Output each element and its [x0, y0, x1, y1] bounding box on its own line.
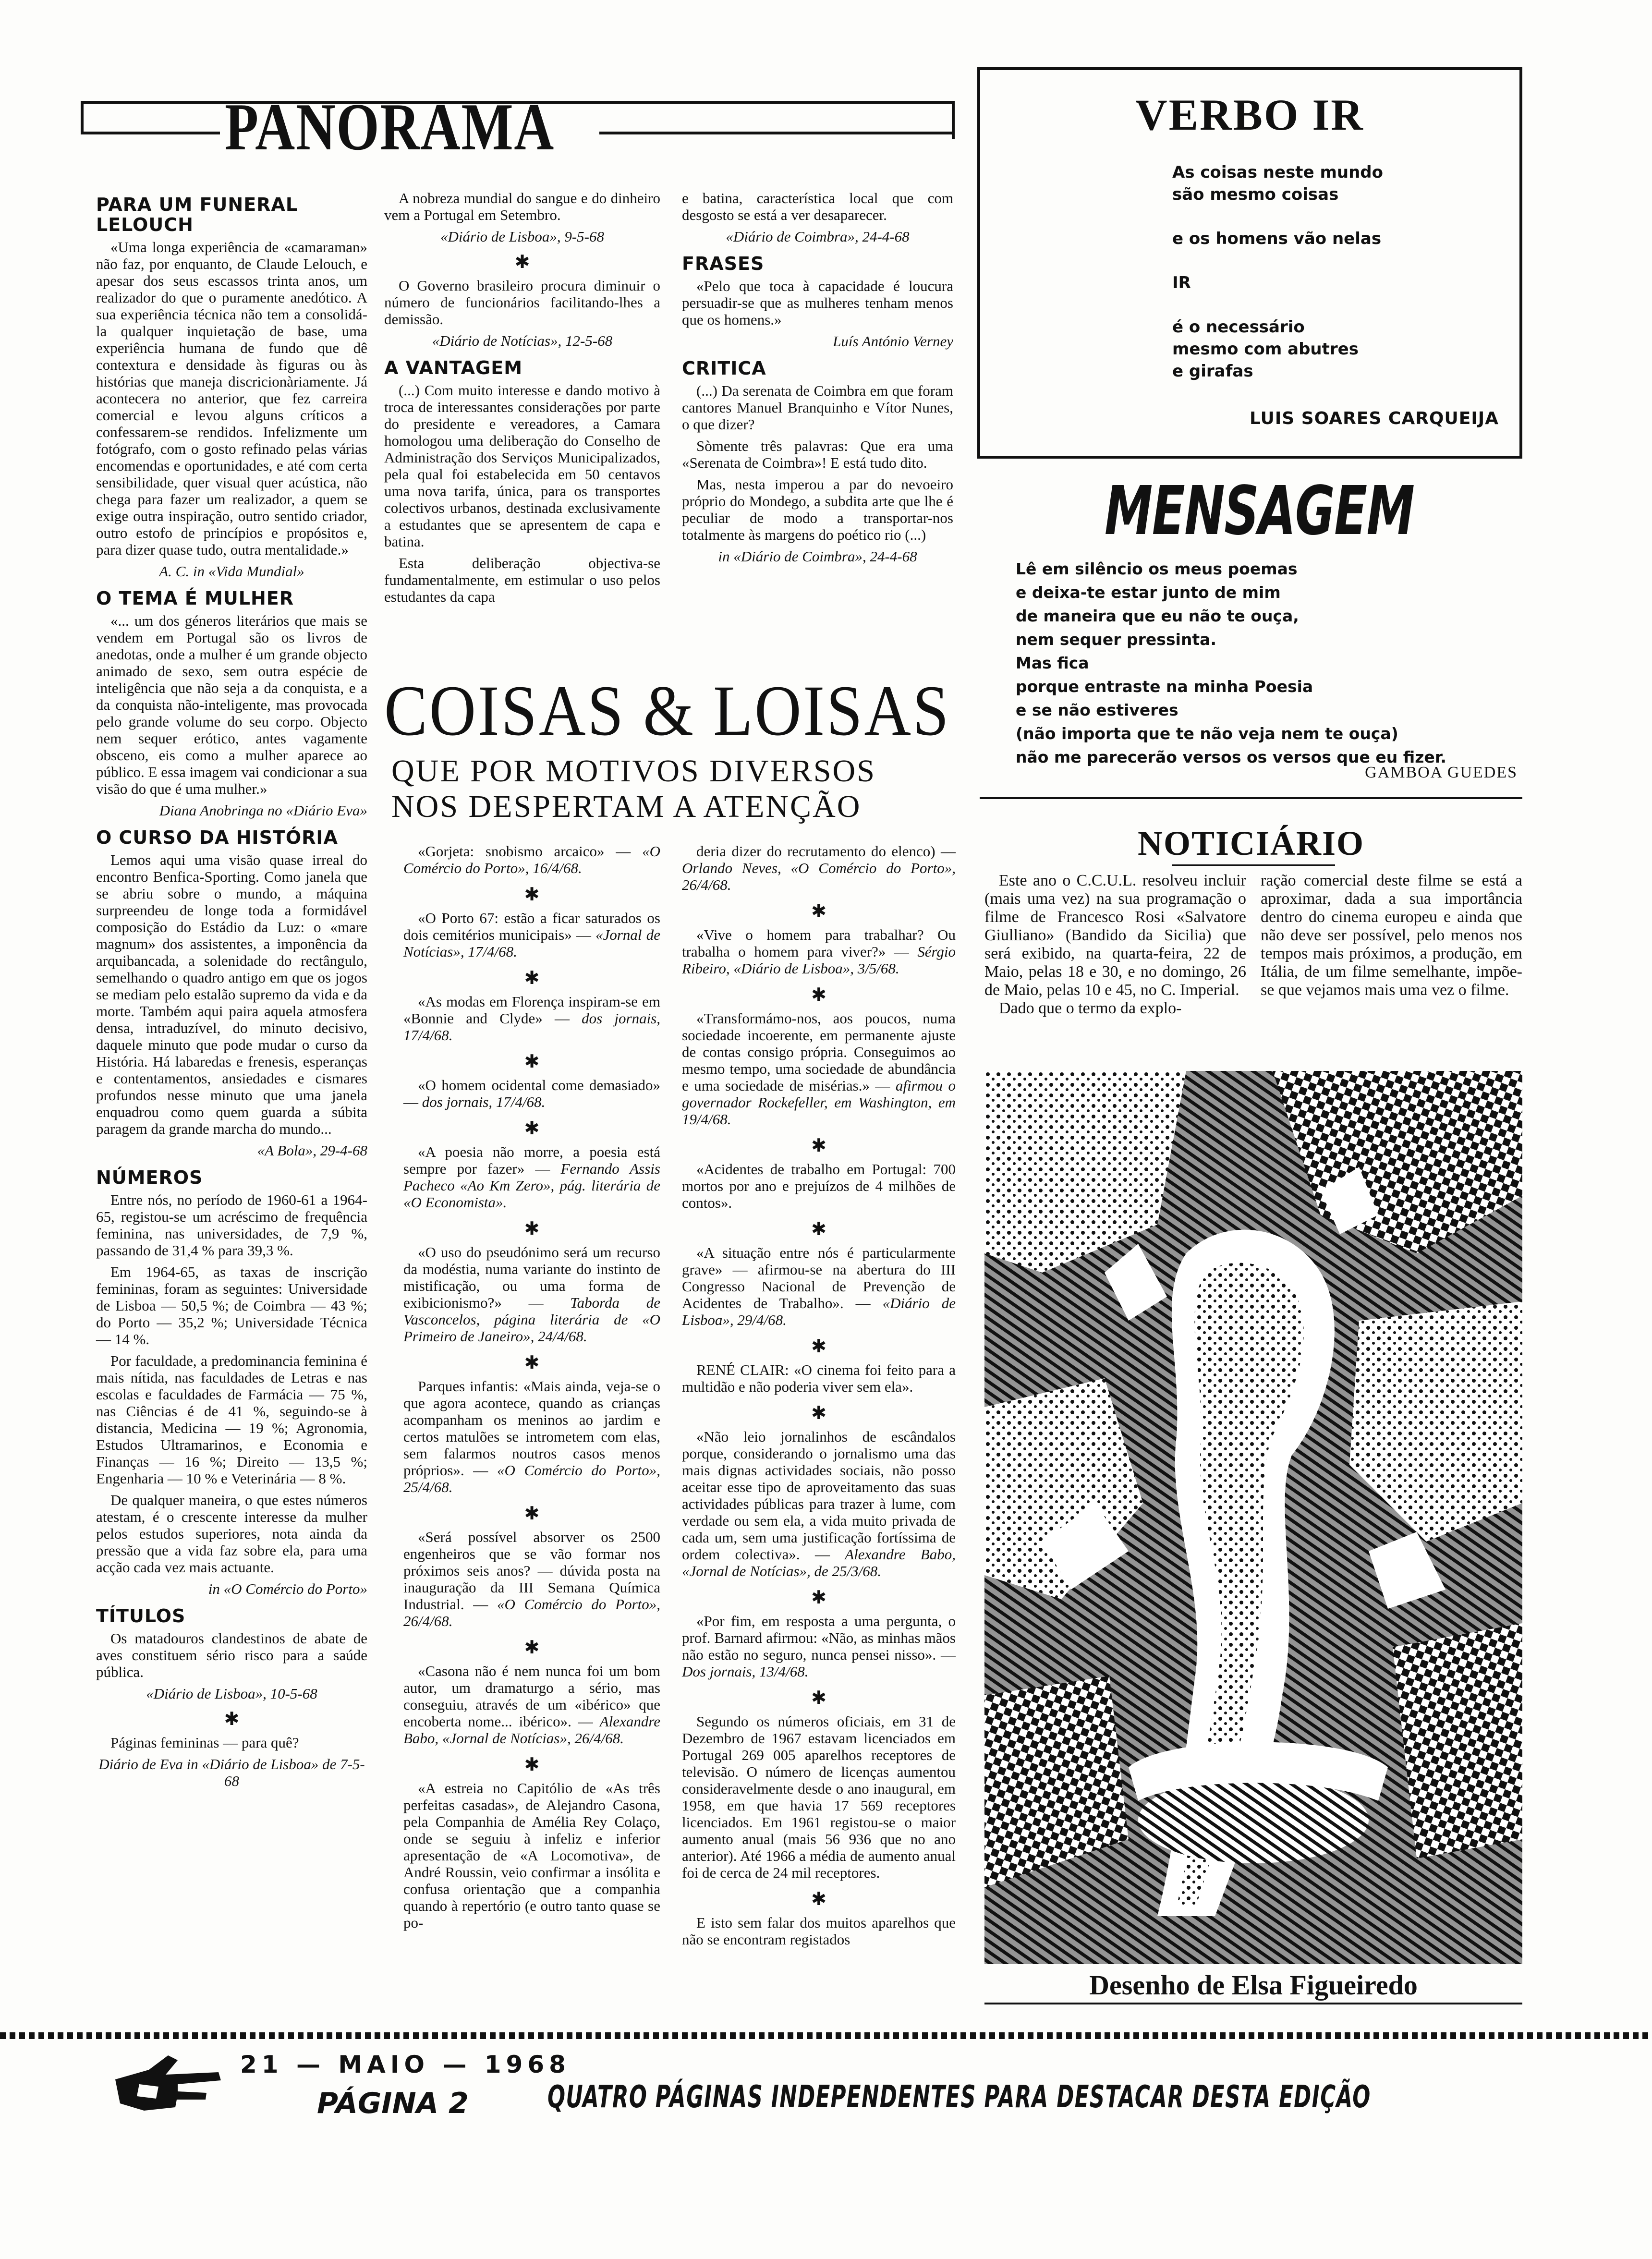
star-separator: ✱ — [524, 967, 540, 988]
article-source-numeros: in «O Comércio do Porto» — [208, 1580, 367, 1597]
star-separator: ✱ — [811, 1218, 826, 1239]
coisas-title: COISAS & LOISAS — [384, 671, 951, 751]
quote-item — [682, 1613, 956, 1680]
star-separator: ✱ — [811, 1888, 826, 1909]
article-body-funeral: «Uma longa experiência de «camaraman» não faz, por enquanto, de Claude Lelouch, e apesar dos seus escassos trinta anos, um realizador do que o puramente anedótico. A sua experiência técnica não tem a consolidá-la qualquer inquietação de base, uma experiência humana de fundo que dê contextura e densidade às figuras ou às histórias que maneja discricionàriamente. Já acontecera no anterior, que fez carreira comercial e levou alguns críticos a confessarem-se rendidos. Infelizmente um fotógrafo, com o gosto refinado pelas várias encomendas e oportunidades, e até com certa sensibilidade, quer visual quer acústica, não chega para fazer um realizador, a quem se exige outra inspiração, outro sentido criador, outro estofo de princípios e propósitos e, para dizer quase tudo, outra mentalidade.» — [96, 239, 367, 558]
article-source-titulos-2: Diário de Eva in «Diário de Lisboa» de 7-5-68 — [98, 1756, 365, 1789]
section-heading-titulos: TÍTULOS — [96, 1605, 186, 1627]
quote-item — [682, 1713, 956, 1881]
star-separator: ✱ — [524, 1503, 540, 1524]
quote-text: deria dizer do recrutamento do elenco) — — [696, 843, 956, 860]
quote-text: E isto sem falar dos muitos aparelhos que não se encontram registados — [682, 1914, 956, 1948]
panorama-column-1 — [96, 190, 367, 1798]
quote-item — [682, 926, 956, 977]
quote-item — [403, 1378, 660, 1495]
star-separator: ✱ — [524, 1352, 540, 1373]
footer-border — [0, 2032, 1652, 2039]
poem-line: e girafas — [1172, 362, 1253, 381]
mensagem-title: MENSAGEM — [1105, 472, 1414, 550]
poem-line: e deixa-te estar junto de mim — [1016, 583, 1281, 602]
poem-line: e se não estiveres — [1016, 701, 1178, 719]
poem-line: porque entraste na minha Poesia — [1016, 677, 1313, 696]
panorama-title: PANORAMA — [225, 90, 555, 164]
noticiario-column-1 — [984, 872, 1246, 1022]
star-separator: ✱ — [811, 1587, 826, 1608]
article-body-titulos-2: Páginas femininas — para quê? — [110, 1734, 299, 1751]
quote-text: Segundo os números oficiais, em 31 de Dezembro de 1967 estavam licenciados em Portugal 269 005 aparelhos receptores de televisão. O número de licenças aumentou consideravelmente desde o ano inaugural, em 1958, em que havia 17 569 receptores licenciados. Em 1961 registou-se o maior aumento anual (mais 56 936 que no ano anterior). Até 1966 a média de aumento anual foi de cerca de 24 mil receptores. — [682, 1713, 956, 1881]
quote-citation: «O Comércio do Porto», 26/4/68. — [403, 1596, 661, 1629]
article-source-governo: «Diário de Notícias», 12-5-68 — [432, 332, 613, 349]
quote-text: Parques infantis: «Mais ainda, veja-se o que agora acontece, quando as crianças acompanham os meninos ao jardim e certos matulões se intrometem com elas, sem falarmos noutros casos menos próprios». — — [403, 1378, 660, 1479]
section-heading-historia: O CURSO DA HISTÓRIA — [96, 827, 338, 848]
quote-citation: Taborda de Vasconcelos, página literária de «O Primeiro de Janeiro», 24/4/68. — [403, 1294, 660, 1345]
article-body-titulos: Os matadouros clandestinos de abate de aves constituem sério risco para a saúde pública. — [96, 1630, 367, 1680]
article-body-numeros-1: Entre nós, no período de 1960-61 a 1964-65, registou-se um acréscimo de frequência feminina, nas universidades, de 7,9 %, passando de 31,4 % para 39,3 %. — [96, 1191, 367, 1259]
footer-date: 21 — MAIO — 1968 — [240, 2051, 571, 2078]
star-separator: ✱ — [811, 900, 826, 922]
quote-citation: Orlando Neves, «O Comércio do Porto», 26/4/68. — [682, 860, 956, 893]
noticiario-body-1b: Dado que o termo da explo- — [999, 999, 1182, 1017]
divider-rule — [980, 797, 1522, 799]
quote-text: «Gorjeta: snobismo arcaico» — — [418, 843, 643, 860]
poem-line: e os homens vão nelas — [1172, 229, 1382, 248]
mensagem-author: GAMBOA GUEDES — [1365, 764, 1518, 781]
article-source-batina: «Diário de Coimbra», 24-4-68 — [726, 228, 910, 245]
quote-text: «Será possível absorver os 2500 engenheiros que se vão formar nos próximos seis anos? — dúvida posta na inauguração da III Semana Química Industrial. — — [403, 1529, 660, 1613]
star-separator: ✱ — [524, 1637, 540, 1658]
quote-item — [682, 1361, 956, 1395]
star-separator: ✱ — [524, 1218, 540, 1239]
poem-line: de maneira que eu não te ouça, — [1016, 607, 1299, 625]
poem-line: mesmo com abutres — [1172, 340, 1359, 359]
quote-item — [682, 1428, 956, 1579]
quote-citation: Sérgio Ribeiro, «Diário de Lisboa», 3/5/68. — [682, 943, 956, 977]
quote-text: «O homem ocidental come demasiado» — — [403, 1077, 660, 1110]
noticiario-column-2 — [1261, 872, 1522, 999]
article-body-numeros-2: Em 1964-65, as taxas de inscrição femininas, foram as seguintes: Universidade de Lisboa — 50,5 %; de Coimbra — 43 %; do Porto — 35,2 %; Universidade Técnica — 14 %. — [96, 1263, 367, 1348]
quote-text: «A estreia no Capitólio de «As três perfeitas casadas», de Alejandro Casona, pela Companhia de Amélia Rey Colaço, onde se seguiu à infeliz e inferior apresentação de «A Locomotiva», de André Roussin, veio confirmar a insólita e confusa orientação que a companhia quando à repertório (e outro tanto quase se po- — [403, 1780, 660, 1931]
article-source-mulher: Diana Anobringa no «Diário Eva» — [159, 802, 367, 819]
verbo-ir-poem — [1172, 161, 1508, 382]
article-source-nobreza: «Diário de Lisboa», 9-5-68 — [440, 228, 604, 245]
quote-item — [403, 843, 660, 876]
poem-line: não me parecerão versos os versos que eu fizer. — [1016, 748, 1446, 766]
quote-citation: «O Comércio do Porto», 25/4/68. — [403, 1462, 660, 1495]
quote-citation: dos jornais, 17/4/68. — [422, 1093, 546, 1110]
quote-text: «Casona não é nem nunca foi um bom autor, um dramaturgo a sério, mas conseguiu, através de um «ibérico» que encobertа nome... ibérico». — — [403, 1663, 660, 1730]
quote-text: «Por fim, em resposta a uma pergunta, o prof. Barnard afirmou: «Não, as minhas mãos não estão no seguro, nunca pensei nisso». — — [682, 1613, 956, 1663]
article-body-historia: Lemos aqui uma visão quase irreal do encontro Benfica-Sporting. Como janela que se abriu sobre o mundo, a máquina surpreendeu de longe toda a formidável composição do Estádio da Luz: o «mare magnum» dos assistentes, a imponência da arquibancada, a solenidade do rectângulo, semelhando o quadro antigo em que os jogos se mediam pelo estalão supremo da vida e da morte. Também aqui paira aquela atmosfera densa, intraduzível, do minuto decisivo, daquele minuto que pode mudar o curso da História. Há labaredas e frenesis, esperanças e contentamentos, ansiedades e cismares profundos nesse minuto que uma janela enquadrou como quem guarda a súbita paragem da grande marcha do mundo... — [96, 851, 367, 1137]
quote-item — [682, 1244, 956, 1328]
verbo-ir-box — [977, 67, 1522, 459]
quote-item — [403, 1077, 660, 1110]
article-body-vantagem-2: Esta deliberação objectiva-se fundamentalmente, em estimular o uso pelos estudantes da capa — [384, 555, 660, 605]
article-body-critica: (...) Da serenata de Coimbra em que foram cantores Manuel Branquinho e Vítor Nunes, o que dizer? — [682, 382, 953, 433]
quote-citation: «Jornal de Notícias», 17/4/68. — [403, 926, 660, 960]
coisas-column-left — [403, 843, 660, 1941]
quote-text: «O uso do pseudónimo será um recurso da modéstia, numa variante do instinto de mistificação, ou uma forma de exibicionismo?» — — [403, 1244, 660, 1311]
quote-text: «Acidentes de trabalho em Portugal: 700 mortos por ano e prejuízos de 4 milhões de contos». — [682, 1161, 956, 1211]
article-body-critica-3: Mas, nesta imperou a par do nevoeiro próprio do Mondego, a subdita arte que lhe é peculiar de modo a transportar-nos totalmente às margens do poético rio (...) — [682, 476, 953, 543]
footer-page-number: PÁGINA 2 — [317, 2087, 469, 2120]
star-separator: ✱ — [524, 884, 540, 905]
section-heading-funeral: PARA UM FUNERAL LELOUCH — [96, 194, 298, 235]
quote-item — [403, 993, 660, 1044]
section-heading-frases: FRASES — [682, 253, 765, 274]
noticiario-underline — [1172, 864, 1335, 866]
article-body-critica-2: Sòmente três palavras: Que era uma «Serenata de Coimbra»! E está tudo dito. — [682, 437, 953, 471]
panorama-column-2 — [384, 190, 660, 610]
noticiario-body-2: ração comercial deste filme se está a aproximar, dada a sua importância dentro do cinema europeu e ainda que não deve ser possível, pelo menos nos tempos mais próximos, a produção, em Itália, de um filme semelhante, impõe-se que vejamos mais uma vez o filme. — [1261, 872, 1522, 999]
quote-item — [403, 1529, 660, 1629]
quote-text: RENÉ CLAIR: «O cinema foi feito para a multidão e não poderia viver sem ela». — [682, 1361, 956, 1395]
quote-item — [403, 910, 660, 960]
article-source-critica: in «Diário de Coimbra», 24-4-68 — [718, 548, 917, 565]
section-heading-numeros: NÚMEROS — [96, 1167, 203, 1188]
article-body-nobreza: A nobreza mundial do sangue e do dinheiro vem a Portugal em Setembro. — [384, 190, 660, 223]
quote-citation: «Diário de Lisboa», 29/4/68. — [682, 1295, 956, 1328]
quote-text: «Não leio jornalinhos de escândalos porque, considerando o jornalismo uma das mais dignas actividades sociais, não posso aceitar esse tipo de aproveitamento das suas actividades públicas para trazer à lume, com verdade ou sem ela, a vida muito privada de cada um, sem uma justificação fortíssima de ordem colectiva». — — [682, 1428, 956, 1563]
section-heading-vantagem: A VANTAGEM — [384, 357, 523, 378]
star-separator: ✱ — [224, 1708, 240, 1729]
coisas-column-right — [682, 843, 956, 1957]
hand-pointer-icon — [110, 2051, 226, 2118]
quote-text: «A poesia não morre, a poesia está sempre por fazer» — — [403, 1143, 660, 1177]
mensagem-poem — [1016, 557, 1525, 769]
quote-citation: Alexandre Babo, «Jornal de Notícias», de 25/3/68. — [682, 1546, 956, 1579]
poem-line: Mas fica — [1016, 654, 1089, 672]
quote-item — [682, 1161, 956, 1211]
quote-item — [682, 843, 956, 893]
coisas-subtitle-1: QUE POR MOTIVOS DIVERSOS — [391, 753, 876, 789]
star-separator: ✱ — [811, 1402, 826, 1423]
star-separator: ✱ — [811, 1135, 826, 1156]
star-separator: ✱ — [811, 1336, 826, 1357]
noticiario-title: NOTICIÁRIO — [1137, 824, 1365, 862]
quote-citation: Fernando Assis Pacheco «Ao Km Zero», pág. literária de «O Economista». — [403, 1160, 660, 1211]
section-heading-mulher: O TEMA É MULHER — [96, 588, 294, 609]
quote-citation: dos jornais, 17/4/68. — [403, 1010, 661, 1044]
star-separator: ✱ — [524, 1754, 540, 1775]
article-source-historia: «A Bola», 29-4-68 — [257, 1142, 367, 1159]
section-heading-critica: CRITICA — [682, 358, 766, 379]
star-separator: ✱ — [811, 984, 826, 1005]
star-separator: ✱ — [514, 251, 530, 272]
poem-line: (não importa que te não veja nem te ouça) — [1016, 724, 1398, 743]
poem-line: nem sequer pressinta. — [1016, 630, 1216, 649]
star-separator: ✱ — [524, 1051, 540, 1072]
verbo-ir-author: LUIS SOARES CARQUEIJA — [1249, 409, 1499, 428]
poem-line: é o necessário — [1172, 317, 1305, 337]
quote-citation: afirmou o governador Rockefeller, em Washington, em 19/4/68. — [682, 1077, 956, 1128]
article-body-numeros-4: De qualquer maneira, o que estes números atestam, é o crescente interesse da mulher pelos estudos superiores, nota ainda da pressão que a vida faz sobre ela, para uma acção cada vez mais actuante. — [96, 1492, 367, 1576]
drawing-caption: Desenho de Elsa Figueiredo — [1089, 1969, 1418, 2001]
article-body-vantagem: (...) Com muito interesse e dando motivo à troca de interessantes considerações por parte do presidente e vereadores, a Camara homologou uma deliberação do Conselho de Administração dos Serviços Municipalizados, pela qual foi estabelecida em 50 centavos uma nova tarifa, única, para os transportes colectivos urbanos, destinada exclusivamente a estudantes que se apresentem de capa e batina. — [384, 382, 660, 550]
poem-line: As coisas neste mundo — [1172, 163, 1383, 182]
article-body-mulher: «... um dos géneros literários que mais se vendem em Portugal são os livros de anedotas, onde a mulher é um grande objecto animado de sexo, sem outra espécie de inteligência que não seja a da conquista, e a da conquista não-inteligente, mas provocada pelo grande volume do seu corpo. Objecto nem sequer erótico, antes vagamente obsceno, eis como a mulher aparece ao público. E essa imagem vai condicionar a sua visão do que é uma mulher.» — [96, 612, 367, 797]
quote-item — [403, 1143, 660, 1211]
article-body-governo: O Governo brasileiro procura diminuir o número de funcionários facilitando-lhes a demissão. — [384, 277, 660, 328]
drawing-frame — [984, 1071, 1522, 2004]
verbo-ir-title: VERBO IR — [1135, 90, 1364, 139]
panorama-rule-low-left — [81, 132, 220, 134]
panorama-rule-low-right — [599, 132, 955, 134]
article-body-batina: e batina, característica local que com desgosto se está a ver desaparecer. — [682, 190, 953, 223]
quote-item — [403, 1663, 660, 1747]
quote-citation: Alexandre Babo, «Jornal de Notícias», 26/4/68. — [403, 1713, 660, 1747]
article-source-funeral: A. C. in «Vida Mundial» — [159, 563, 304, 580]
quote-text: «Vive o homem para trabalhar? Ou trabalha o homem para viver?» — — [682, 926, 956, 960]
drawing-illustration — [984, 1071, 1522, 1964]
article-body-frases: «Pelo que toca à capacidade é loucura persuadir-se que as mulheres tenham menos que os homens.» — [682, 278, 953, 328]
footer-banner: QUATRO PÁGINAS INDEPENDENTES PARA DESTACAR DESTA EDIÇÃO — [547, 2079, 1371, 2115]
noticiario-body-1: Este ano o C.C.U.L. resolveu incluir (mais uma vez) na sua programação o filme de Francesco Rosi «Salvatore Giulliano» (Bandido da Sicilia) que será exibido, na quarta-feira, 22 de Maio, pelas 18 e 30, e no domingo, 26 de Maio, pelas 10 e 45, no C. Imperial. — [984, 872, 1246, 999]
star-separator: ✱ — [524, 1117, 540, 1139]
panorama-header — [81, 72, 955, 168]
panorama-column-3 — [682, 190, 953, 573]
quote-item — [403, 1244, 660, 1345]
quote-text: «Transformámo-nos, aos poucos, numa sociedade incoerente, em permanente ajuste de contas consigo própria. Conseguimos ao mesmo tempo, uma sociedade de abundância e uma sociedade de misérias.» — — [682, 1010, 956, 1094]
article-source-titulos: «Diário de Lisboa», 10-5-68 — [146, 1685, 317, 1702]
star-separator: ✱ — [811, 1687, 826, 1708]
panorama-rule-left — [81, 101, 84, 134]
quote-citation: Dos jornais, 13/4/68. — [682, 1663, 809, 1680]
quote-text: «O Porto 67: estão a ficar saturados os dois cemitérios municipais» — — [403, 910, 660, 943]
quote-text: «A situação entre nós é particularmente grave» — afirmou-se na abertura do III Congresso Nacional de Prevenção de Acidentes de Trabalho». — — [682, 1244, 956, 1312]
quote-text: «As modas em Florença inspiram-se em «Bonnie and Clyde» — — [403, 993, 660, 1027]
article-source-frases: Luís António Verney — [833, 333, 953, 350]
quote-citation: «O Comércio do Porto», 16/4/68. — [403, 843, 660, 876]
poem-line: IR — [1172, 273, 1191, 292]
article-body-numeros-3: Por faculdade, a predominancia feminina é mais nítida, nas faculdades de Letras e nas escolas e faculdades de Farmácia — 75 %, nas Ciências é de 41 %, seguindo-se à distancia, Medicina — 19 %; Agronomia, Estudos Ultramarinos, e Economia e Finanças — 16 %; Direito — 13,5 %; Engenharia — 10 % e Veterinária — 8 %. — [96, 1352, 367, 1487]
quote-item — [682, 1010, 956, 1128]
quote-item — [682, 1914, 956, 1948]
poem-line: Lê em silêncio os meus poemas — [1016, 559, 1298, 578]
coisas-subtitle-2: NOS DESPERTAM A ATENÇÃO — [391, 789, 862, 824]
quote-item — [403, 1780, 660, 1931]
poem-line: são mesmo coisas — [1172, 185, 1339, 204]
